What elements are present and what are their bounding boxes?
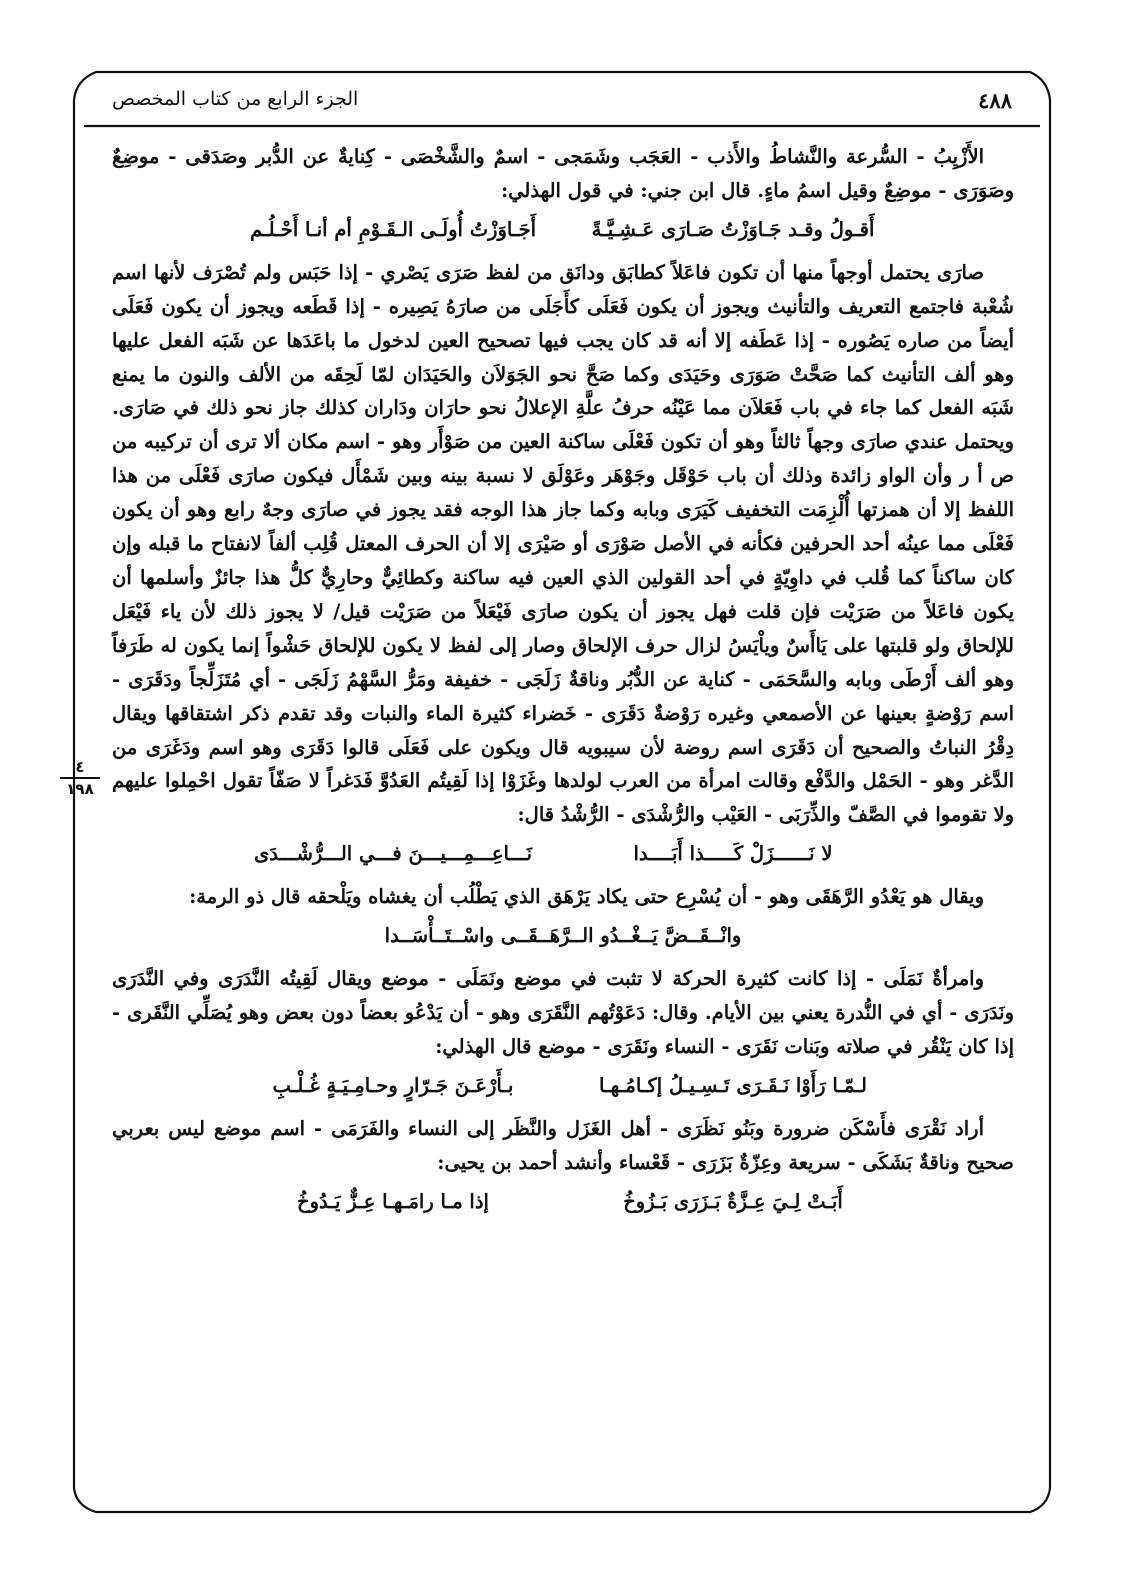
margin-ref-top: ٤: [75, 758, 85, 776]
verse-2-second-hemistich: نَـــاعِـــمِـــيـــنَ فـــي الـــرُّشْـــدَى: [253, 842, 533, 866]
verse-5-first-hemistich: أَبَـتْ لِـيَ عِـزَّةٌ بَـزَرَى بَـزُوخُ: [623, 1189, 843, 1213]
paragraph-4: وامرأةٌ نَمَلَى - إذا كانت كثيرة الحركة لا تثبت في موضع ونَمَلَى - موضع ويقال لَقِيتُه النَّدَرَى وفي النَّدَرَى ونَدَرَى - أي في النُّدرة يعني بين الأيام. وقال: دَعَوْتُهم النَّقَرَى وهو - أن يَدْعُو بعضاً دون بعض وهو يُصَلِّي النَّقَرى - إذا كان يَنْقُر في صلاته وبَنات نَقَرَى - النساء ونَقَرَى - موضع قال الهذلي:: [112, 967, 1014, 1058]
main-text: [112, 140, 1014, 1228]
verse-3-line: وانْــقَــضَّ يَــغْــدُو الــرَّهَــقَــى واسْــتَــأْسَــدا: [384, 924, 742, 948]
running-title: الجزء الرابع من كتاب المخصص: [112, 88, 359, 110]
paragraph-1: الأَزْيِبُ - السُّرعة والنَّشاطُ والأَذب - العَجَب وشَمَجى - اسمٌ والشَّخْصَى - كِنايةٌ عن الدُّبر وصَدَقى - موضِعٌ وصَوَرَى - موضِعٌ وقيل اسمُ ماءٍ. قال ابن جني: في قول الهذلي:: [112, 145, 1014, 202]
verse-4-first-hemistich: لـمّـا رَأَوْا نَـقَـرَى تَـسِـيـلُ إكـامُـهـا: [599, 1073, 867, 1097]
verse-4-second-hemistich: بـأَرْعَـنَ جَـرّارٍ وحـامِـيَـةٍ غُـلْـبِ: [272, 1073, 514, 1097]
paragraph-2: صارَى يحتمل أوجهاً منها أن تكون فاعَلاً كطابَق ودانَق من لفظ صَرَى يَصْري - إذا حَبَس ولم تُصْرَف لأنها اسم شُعْبة فاجتمع التعريف والتأنيث ويجوز أن يكون فَعَلَى كأَجَلَى من صارَهُ يَصِيره - إذا قَطَعه ويجوز أن يكون فَعَلَى أيضاً من صاره يَصُوره - إذا عَطَفه إلا أنه قد كان يجب فيها تصحيح العين لدخول ما باعَدَها عن شَبَه الفعل عليها وهو ألف التأنيث كما صَحَّتْ صَوَرَى وحَيَدَى وكما صَحَّ نحو الجَوَلاَن والحَيَدَان لمّا لَحِقَه من الألف والنون ما يمنع شَبَه الفعل كما جاء في باب فَعَلاَن مما عَيْنُه حرفُ علَّةِ الإعلالُ نحو حارَان ودَاران كذلك جاز نحو ذلك في صَارَى. ويحتمل عندي صارَى وجهاً ثالثاً وهو أن تكون فَعْلَى ساكنة العين من صَوْأَر وهو - اسم مكان ألا ترى أن تركيبه من ص أ ر وأن الواو زائدة وذلك أن باب حَوْقَل وجَوْهَر وعَوْلَق لا نسبة بينه وبين شَمْأَل فيكون صارَى فَعْلَى من هذا اللفظ إلا أن همزتها أُلْزِمَت التخفيف كَيَرَى وبابه وكما جاز هذا الوجه فقد يجوز في صارَى وجهٌ رابع وهو أن يكون فَعْلَى مما عينُه أحد الحرفين فكأنه في الأصل صَوْرَى أو صَيْرَى إلا أن الحرف المعتل قُلِب ألفاً لانفتاح ما قبله وإن كان ساكناً كما قُلب في داوِيّةٍ في أحد القولين الذي العين فيه ساكنة وكطائِيٌّ وحارِيٌّ كلُّ هذا جائزٌ وأسلمها أن يكون فاعَلاً من صَرَيْت فإن قلت فهل يجوز أن يكون صارَى فَيْعَلاً من صَرَيْت قيل/ لا يجوز ذلك لأن ياء فَيْعَل للإلحاق ولو قلبتها على يَاأَسٌ وياْيَسُ لزال حرف الإلحاق وصار إلى لفظ لا يكون للإلحاق حَشْواً إنما يكون له طَرَفاً وهو ألف أَرْطَى وبابه والسَّحَمَى - كناية عن الدُّبُر وناقةٌ زَلَجَى - خفيفة ومَرُّ السَّهْمُ زَلَجَى - أي مُتَزَلِّجاً ودَقَرَى - اسم رَوْضةٍ بعينها عن الأصمعي وغيره رَوْضةٌ دَقَرَى - خَضراء كثيرة الماء والنبات وقد تقدم ذكر اشتقاقها ويقال دِقْرُ النباتُ والصحيح أن دَقَرَى اسم روضة لأن سيبويه قال ويكون على فَعَلَى قالوا دَقَرَى وهو اسم ودَغَرَى من الدَّغر وهو - الحَمْل والدَّفْع وقالت امرأة من العرب لولدها وغَزَوْا إذا لَقِيتُم العَدُوَّ فَدَغراً لا صَفّاً تقول احْمِلوا عليهم ولا تقوموا في الصَّفّ والذِّرَبَى - العَيْب والرُّشْدَى - الرُّشْدُ قال:: [112, 260, 1015, 827]
verse-1: [112, 214, 1014, 246]
verse-1-second-hemistich: أَجَـاوَزْتُ أُولَـى الـقَـوْمِ أم أنـا أَحْـلُـم: [249, 217, 537, 241]
verse-3: [112, 920, 1014, 952]
verse-2-first-hemistich: لا نَــــــزَلْ كَـــــذا أَبَــــدا: [633, 842, 833, 866]
page-header: [112, 80, 1012, 120]
page-number: ٤٨٨: [978, 88, 1012, 113]
verse-2: [112, 838, 1014, 870]
margin-folio-reference: [60, 758, 100, 798]
verse-1-first-hemistich: أَقـولُ وقـد جَـاوَزْتُ صَـارَى عَـشِـيَّـةً: [591, 217, 875, 241]
verse-4: [112, 1070, 1014, 1102]
margin-ref-bottom: ١٩٨: [66, 780, 94, 798]
paragraph-3: ويقال هو يَعْدُو الرَّهَقَى وهو - أن يُسْرِع حتى يكاد يَرْهَق الذي يَطْلُب أن يغشاه ويَلْحقه قال ذو الرمة:: [189, 885, 984, 909]
verse-5: [112, 1186, 1014, 1218]
paragraph-5: أراد نَقْرَى فأَسْكَن ضرورة وبَنُو نَظَرَى - أهل الغَزَل والنَّظَر إلى النساء والفَرَمَى - اسم موضع ليس بعربي صحيح وناقةٌ بَشَكَى - سريعة وعِزّةٌ بَزَرَى - قَعْساء وأنشد أحمد بن يحيى:: [112, 1116, 1014, 1174]
verse-5-second-hemistich: إذا مـا رامَـهـا عِـزٌّ يَـدُوخُ: [297, 1189, 489, 1213]
